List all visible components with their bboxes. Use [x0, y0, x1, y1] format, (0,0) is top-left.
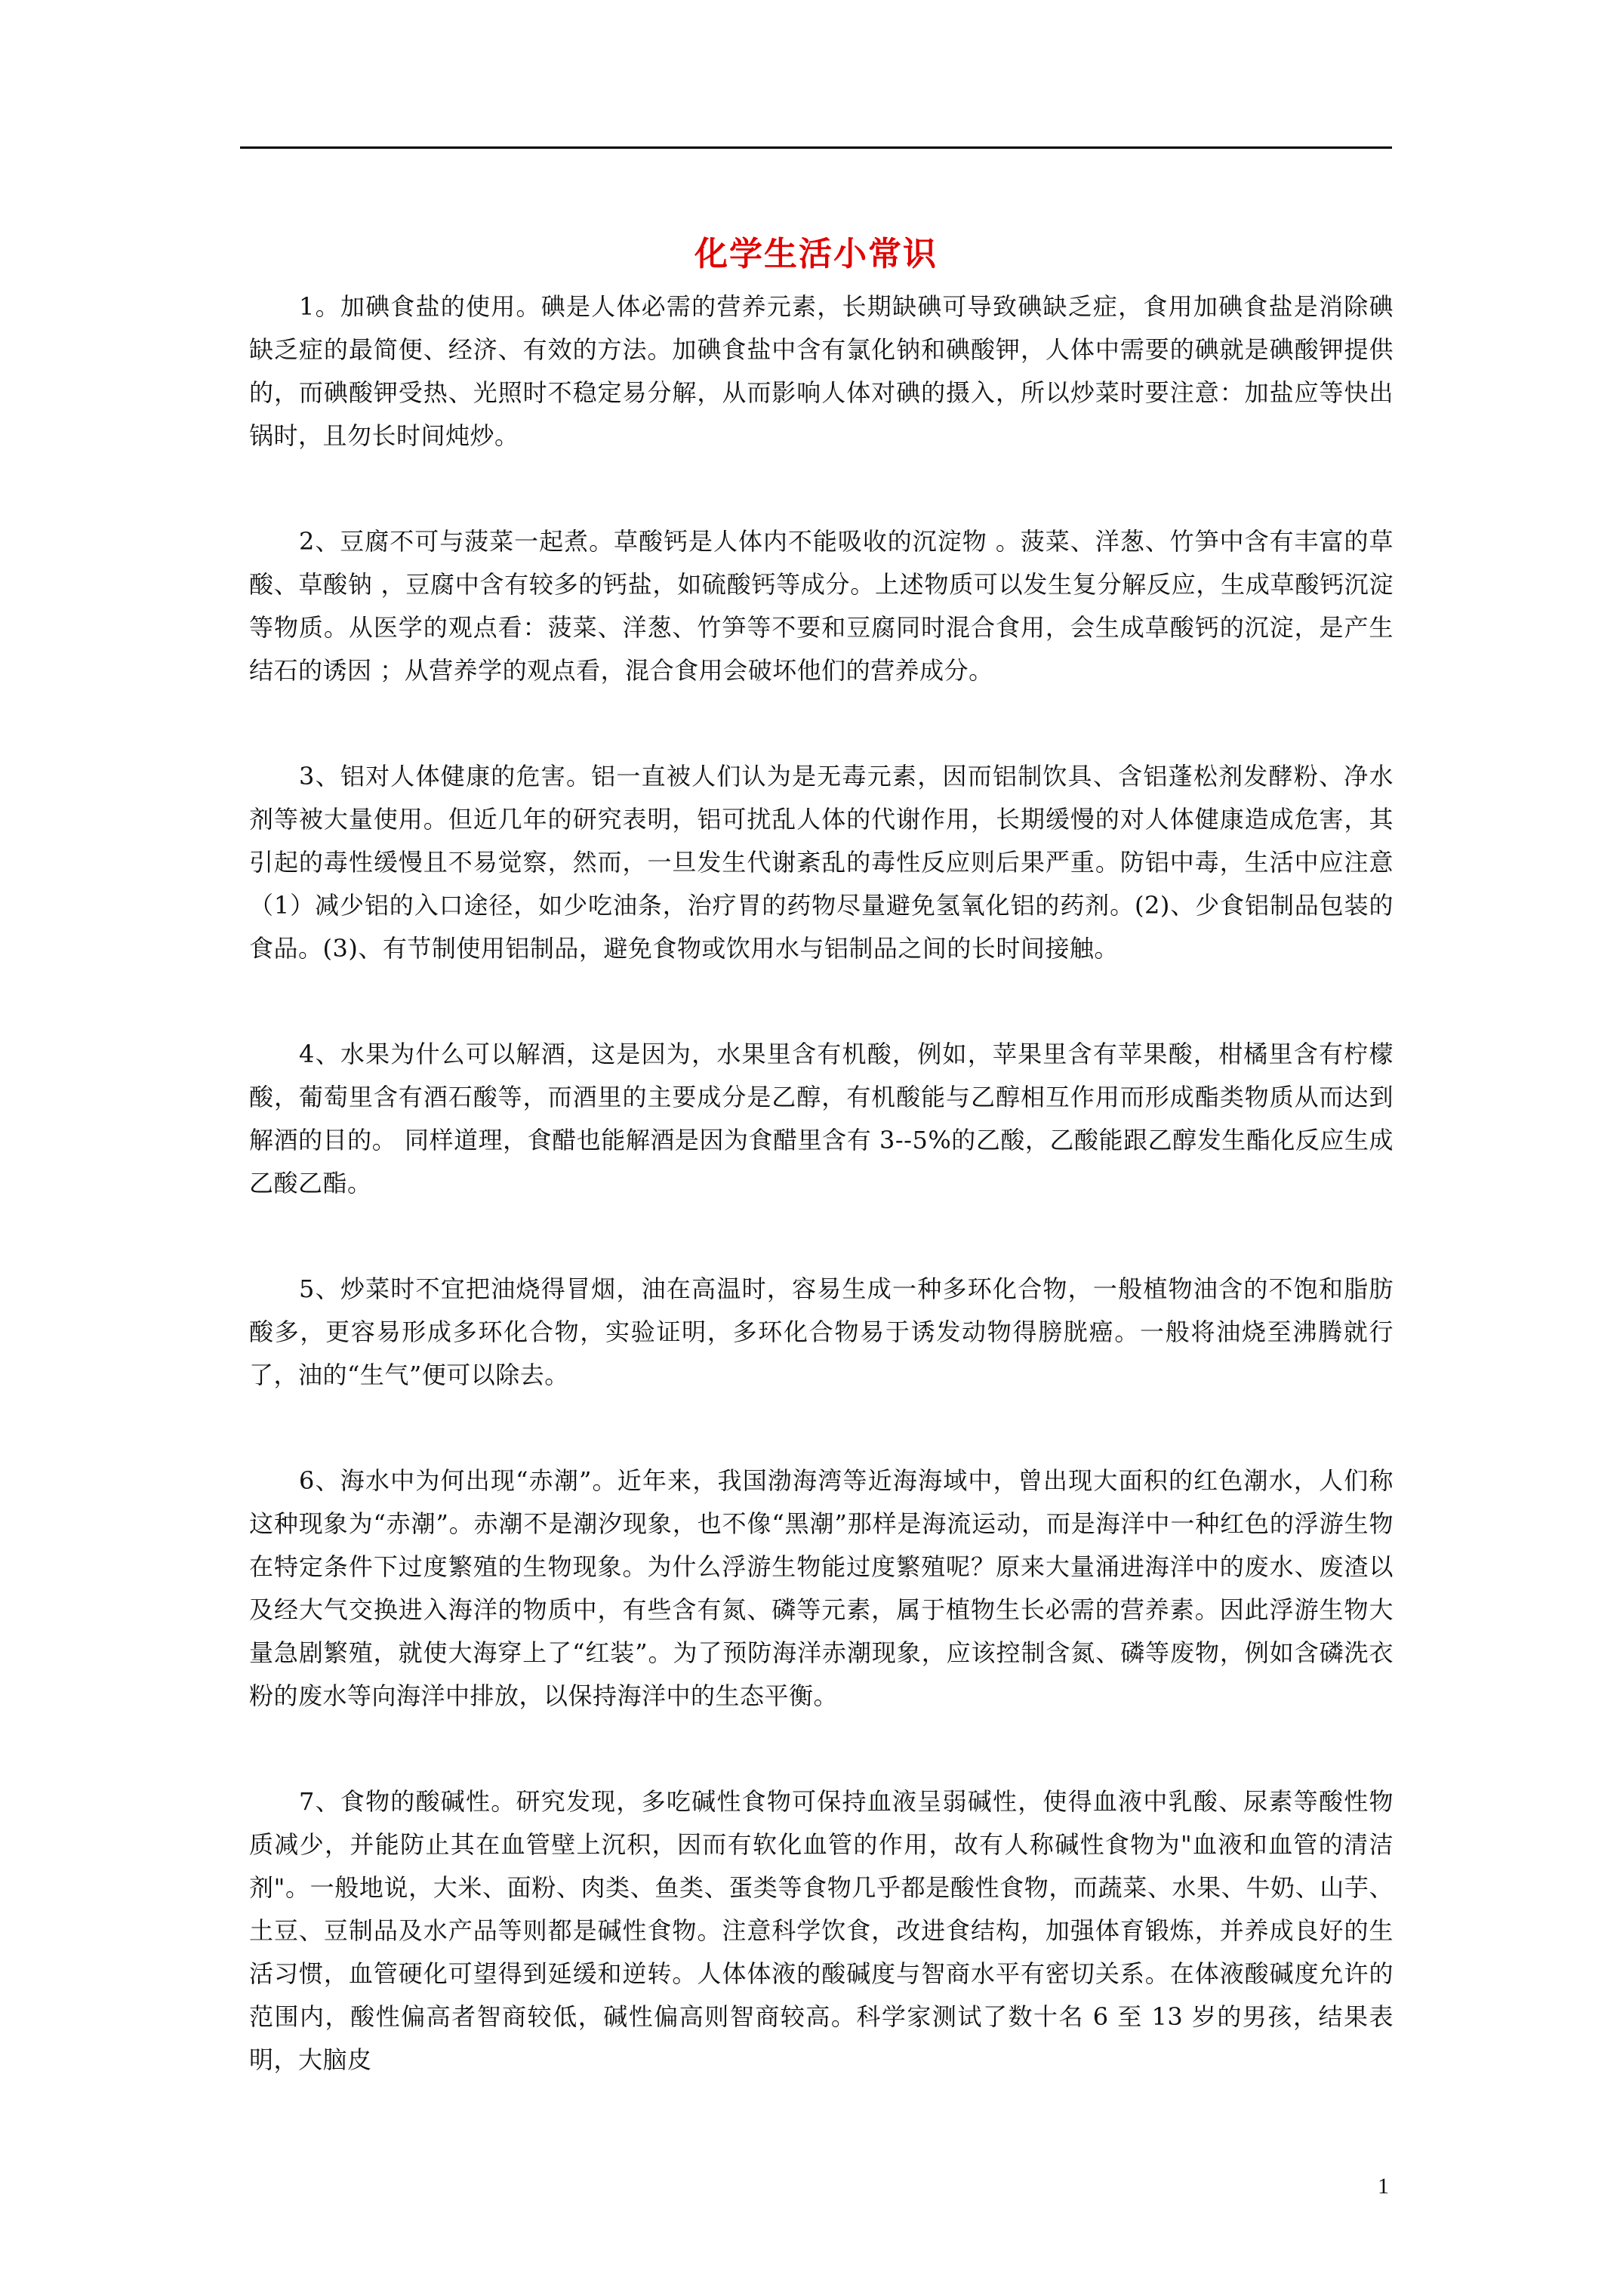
header-rule	[240, 146, 1392, 149]
paragraph-cooking-oil: 5、炒菜时不宜把油烧得冒烟，油在高温时，容易生成一种多环化合物，一般植物油含的不饱和脂肪酸多，更容易形成多环化合物，实验证明，多环化合物易于诱发动物得膀胱癌。一般将油烧至沸腾就行了，油的“生气”便可以除去。	[249, 1274, 1394, 1389]
paragraph-iodized-salt: 1。加碘食盐的使用。碘是人体必需的营养元素，长期缺碘可导致碘缺乏症，食用加碘食盐是消除碘缺乏症的最简便、经济、有效的方法。加碘食盐中含有氯化钠和碘酸钾，人体中需要的碘就是碘酸钾提供的，而碘酸钾受热、光照时不稳定易分解，从而影响人体对碘的摄入，所以炒菜时要注意：加盐应等快出锅时，且勿长时间炖炒。	[249, 292, 1394, 450]
paragraph-aluminum: 3、铝对人体健康的危害。铝一直被人们认为是无毒元素，因而铝制饮具、含铝蓬松剂发酵粉、净水剂等被大量使用。但近几年的研究表明，铝可扰乱人体的代谢作用，长期缓慢的对人体健康造成危害，其引起的毒性缓慢且不易觉察，然而，一旦发生代谢紊乱的毒性反应则后果严重。防铝中毒，生活中应注意（1）减少铝的入口途径，如少吃油条，治疗胃的药物尽量避免氢氧化铝的药剂。(2)、少食铝制品包装的食品。(3)、有节制使用铝制品，避免食物或饮用水与铝制品之间的长时间接触。	[249, 762, 1394, 963]
page-number: 1	[1378, 2174, 1389, 2199]
paragraph-red-tide: 6、海水中为何出现“赤潮”。近年来，我国渤海湾等近海海域中，曾出现大面积的红色潮水，人们称这种现象为“赤潮”。赤潮不是潮汐现象，也不像“黑潮”那样是海流运动，而是海洋中一种红色的浮游生物在特定条件下过度繁殖的生物现象。为什么浮游生物能过度繁殖呢？原来大量涌进海洋中的废水、废渣以及经大气交换进入海洋的物质中，有些含有氮、磷等元素，属于植物生长必需的营养素。因此浮游生物大量急剧繁殖，就使大海穿上了“红装”。为了预防海洋赤潮现象，应该控制含氮、磷等废物，例如含磷洗衣粉的废水等向海洋中排放，以保持海洋中的生态平衡。	[249, 1466, 1394, 1710]
paragraph-fruit-alcohol: 4、水果为什么可以解酒，这是因为，水果里含有机酸，例如，苹果里含有苹果酸，柑橘里含有柠檬酸，葡萄里含有酒石酸等，而酒里的主要成分是乙醇，有机酸能与乙醇相互作用而形成酯类物质从而达到解酒的目的。 同样道理，食醋也能解酒是因为食醋里含有 3--5%的乙酸，乙酸能跟乙醇发生酯化反应生成乙酸乙酯。	[249, 1040, 1394, 1197]
paragraph-tofu-spinach: 2、豆腐不可与菠菜一起煮。草酸钙是人体内不能吸收的沉淀物 。菠菜、洋葱、竹笋中含有丰富的草酸、草酸钠 ，豆腐中含有较多的钙盐，如硫酸钙等成分。上述物质可以发生复分解反应，生成草酸钙沉淀等物质。从医学的观点看：菠菜、洋葱、竹笋等不要和豆腐同时混合食用，会生成草酸钙的沉淀，是产生结石的诱因 ；从营养学的观点看，混合食用会破坏他们的营养成分。	[249, 527, 1394, 685]
paragraph-food-acidity: 7、食物的酸碱性。研究发现，多吃碱性食物可保持血液呈弱碱性，使得血液中乳酸、尿素等酸性物质减少，并能防止其在血管壁上沉积，因而有软化血管的作用，故有人称碱性食物为"血液和血管的清洁剂"。一般地说，大米、面粉、肉类、鱼类、蛋类等食物几乎都是酸性食物，而蔬菜、水果、牛奶、山芋、土豆、豆制品及水产品等则都是碱性食物。注意科学饮食，改进食结构，加强体育锻炼，并养成良好的生活习惯，血管硬化可望得到延缓和逆转。人体体液的酸碱度与智商水平有密切关系。在体液酸碱度允许的范围内，酸性偏高者智商较低，碱性偏高则智商较高。科学家测试了数十名 6 至 13 岁的男孩，结果表明，大脑皮	[249, 1787, 1394, 2074]
document-body	[249, 285, 1394, 2144]
document-title: 化学生活小常识	[694, 235, 938, 274]
